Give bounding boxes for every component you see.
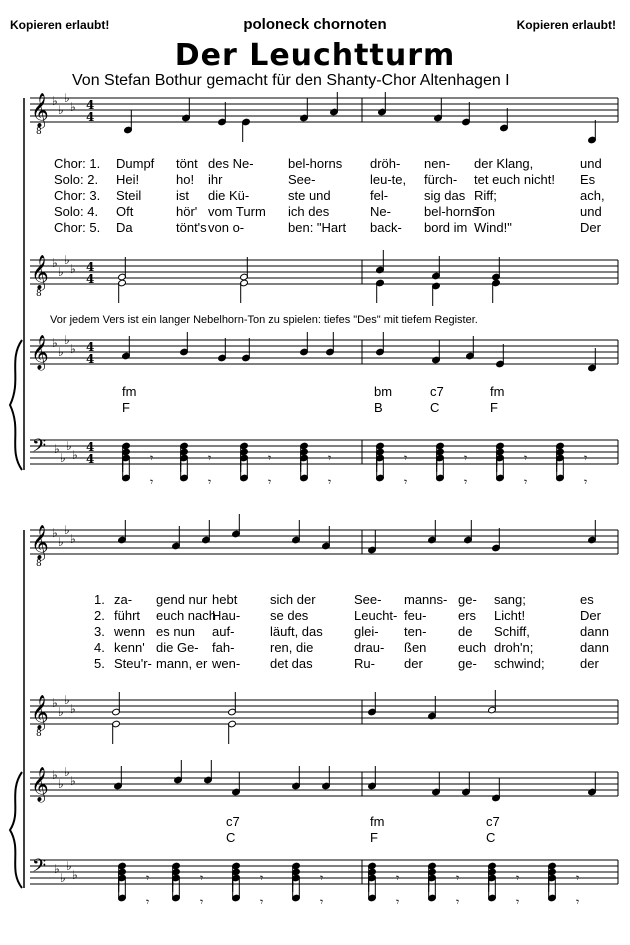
lyric-syllable: hebt bbox=[212, 592, 238, 607]
chord-root: C bbox=[226, 830, 236, 845]
eighth-rest-icon: 𝄾 bbox=[576, 871, 580, 885]
choir-staff-2-flat-icon: ♭ bbox=[64, 693, 70, 707]
verse-label: Solo: 4. bbox=[54, 204, 99, 219]
piano-treble-staff-1-flat-icon: ♭ bbox=[58, 345, 64, 359]
lyric-syllable: kenn' bbox=[114, 640, 145, 655]
verse-number: 5. bbox=[94, 656, 105, 671]
piano-bass-staff-2-flat-icon: ♭ bbox=[72, 868, 78, 882]
verse-number: 2. bbox=[94, 608, 105, 623]
lyric-syllable: Steil bbox=[116, 188, 142, 203]
choir-staff-2-flat-icon: ♭ bbox=[70, 702, 76, 716]
eighth-rest-icon: 𝄾 bbox=[396, 871, 400, 885]
lyric-syllable: sang; bbox=[494, 592, 526, 607]
lyric-syllable: Steu'r- bbox=[114, 656, 152, 671]
chord-name: c7 bbox=[486, 814, 500, 829]
lyric-syllable: leu-te, bbox=[370, 172, 407, 187]
lyric-syllable: ist bbox=[176, 188, 189, 203]
chord-name: c7 bbox=[430, 384, 444, 399]
lyric-syllable: ten- bbox=[404, 624, 427, 639]
verse-label: Chor: 1. bbox=[54, 156, 101, 171]
lyric-syllable: de bbox=[458, 624, 473, 639]
lyric-syllable: See- bbox=[288, 172, 316, 187]
chord-root: C bbox=[486, 830, 496, 845]
lyric-syllable: Leucht- bbox=[354, 608, 398, 623]
eighth-rest-icon: 𝄾 bbox=[516, 895, 520, 909]
eighth-rest-icon: 𝄾 bbox=[584, 451, 588, 465]
verse-label: Chor: 5. bbox=[54, 220, 101, 235]
chord-name: c7 bbox=[226, 814, 240, 829]
piano-treble-staff-1-time-sig-top: 4 bbox=[86, 340, 95, 354]
eighth-rest-icon: 𝄾 bbox=[524, 475, 528, 489]
lyric-syllable: Licht! bbox=[494, 608, 526, 623]
lyric-syllable: tet euch nicht! bbox=[474, 172, 555, 187]
eighth-rest-icon: 𝄾 bbox=[150, 475, 154, 489]
eighth-rest-icon: 𝄾 bbox=[200, 895, 204, 909]
choir-staff-1-treble-clef-icon: 𝄞 bbox=[31, 255, 49, 290]
lyric-syllable: se des bbox=[270, 608, 309, 623]
lyric-syllable: Schiff, bbox=[494, 624, 530, 639]
piano-bass-staff-1-flat-icon: ♭ bbox=[66, 439, 72, 453]
piano-bass-staff-1-time-sig-bottom: 4 bbox=[86, 452, 95, 466]
lyric-syllable: ßen bbox=[404, 640, 427, 655]
lyric-syllable: Ru- bbox=[354, 656, 375, 671]
eighth-rest-icon: 𝄾 bbox=[268, 451, 272, 465]
choir-staff-1-time-sig-top: 4 bbox=[86, 260, 95, 274]
lyric-syllable: fel- bbox=[370, 188, 389, 203]
piano-bass-staff-1-flat-icon: ♭ bbox=[72, 448, 78, 462]
choir-staff-1-time-sig-bottom: 4 bbox=[86, 272, 95, 286]
piano-brace-1 bbox=[10, 340, 22, 470]
eighth-rest-icon: 𝄾 bbox=[396, 895, 400, 909]
eighth-rest-icon: 𝄾 bbox=[404, 451, 408, 465]
choir-staff-2-flat-icon: ♭ bbox=[52, 696, 58, 710]
eighth-rest-icon: 𝄾 bbox=[464, 475, 468, 489]
chord-name: fm bbox=[122, 384, 137, 399]
verse-number: 4. bbox=[94, 640, 105, 655]
chord-name: bm bbox=[374, 384, 393, 399]
lyric-syllable: führt bbox=[114, 608, 141, 623]
voice-staff-2-flat-icon: ♭ bbox=[58, 535, 64, 549]
eighth-rest-icon: 𝄾 bbox=[524, 451, 528, 465]
lyric-syllable: ben: "Hart bbox=[288, 220, 347, 235]
lyric-syllable: von o- bbox=[208, 220, 245, 235]
voice-staff-1-flat-icon: ♭ bbox=[58, 103, 64, 117]
voice-staff-2-octave-mark: 8 bbox=[36, 559, 42, 569]
lyric-syllable: See- bbox=[354, 592, 382, 607]
piano-bass-staff-2-flat-icon: ♭ bbox=[54, 862, 60, 876]
lyric-syllable: sig das bbox=[424, 188, 466, 203]
chord-root: F bbox=[370, 830, 378, 845]
chord-name: fm bbox=[370, 814, 385, 829]
eighth-rest-icon: 𝄾 bbox=[208, 475, 212, 489]
lyric-syllable: die Ge- bbox=[156, 640, 199, 655]
lyric-syllable: ren, die bbox=[270, 640, 314, 655]
lyric-syllable: manns- bbox=[404, 592, 448, 607]
piano-treble-staff-2-flat-icon: ♭ bbox=[64, 765, 70, 779]
lyric-syllable: hör' bbox=[176, 204, 198, 219]
voice-staff-1-time-sig-top: 4 bbox=[86, 98, 95, 112]
lyric-syllable: ich des bbox=[288, 204, 330, 219]
lyric-syllable: feu- bbox=[404, 608, 427, 623]
eighth-rest-icon: 𝄾 bbox=[328, 475, 332, 489]
lyric-syllable: Der bbox=[580, 220, 601, 235]
piano-brace-2 bbox=[10, 772, 22, 888]
chord-root: C bbox=[430, 400, 440, 415]
lyric-syllable: tönt bbox=[176, 156, 198, 171]
lyric-syllable: Dumpf bbox=[116, 156, 155, 171]
copy-notice-right: Kopieren erlaubt! bbox=[516, 18, 616, 32]
choir-staff-2-octave-mark: 8 bbox=[36, 729, 42, 739]
lyric-syllable: Der bbox=[580, 608, 601, 623]
voice-staff-1-time-sig-bottom: 4 bbox=[86, 110, 95, 124]
verse-number: 3. bbox=[94, 624, 105, 639]
choir-staff-1-flat-icon: ♭ bbox=[70, 262, 76, 276]
eighth-rest-icon: 𝄾 bbox=[208, 451, 212, 465]
lyric-syllable: ge- bbox=[458, 592, 477, 607]
voice-staff-1-octave-mark: 8 bbox=[36, 127, 42, 137]
choir-staff-1-flat-icon: ♭ bbox=[64, 253, 70, 267]
piano-bass-staff-1-time-sig-top: 4 bbox=[86, 440, 95, 454]
piano-bass-staff-1-bass-clef-icon: 𝄢 bbox=[32, 436, 47, 461]
piano-bass-staff-2-flat-icon: ♭ bbox=[60, 871, 66, 885]
eighth-rest-icon: 𝄾 bbox=[200, 871, 204, 885]
eighth-rest-icon: 𝄾 bbox=[584, 475, 588, 489]
eighth-rest-icon: 𝄾 bbox=[320, 871, 324, 885]
piano-treble-staff-2-flat-icon: ♭ bbox=[58, 777, 64, 791]
lyric-syllable: Ne- bbox=[370, 204, 391, 219]
lyric-syllable: Es bbox=[580, 172, 596, 187]
lyric-syllable: droh'n; bbox=[494, 640, 534, 655]
lyric-syllable: Wind!" bbox=[474, 220, 512, 235]
lyric-syllable: ihr bbox=[208, 172, 223, 187]
verse-label: Chor: 3. bbox=[54, 188, 101, 203]
lyric-syllable: bord im bbox=[424, 220, 468, 235]
voice-staff-2-flat-icon: ♭ bbox=[70, 532, 76, 546]
piano-treble-staff-2-flat-icon: ♭ bbox=[70, 774, 76, 788]
lyric-syllable: dröh- bbox=[370, 156, 401, 171]
lyric-syllable: euch bbox=[458, 640, 487, 655]
eighth-rest-icon: 𝄾 bbox=[576, 895, 580, 909]
piano-bass-staff-2-bass-clef-icon: 𝄢 bbox=[32, 856, 47, 881]
piano-treble-staff-1-flat-icon: ♭ bbox=[64, 333, 70, 347]
lyric-syllable: wenn bbox=[114, 624, 146, 639]
piano-treble-staff-2-treble-clef-icon: 𝄞 bbox=[31, 767, 49, 802]
lyric-syllable: Ton bbox=[474, 204, 495, 219]
lyric-syllable: schwind; bbox=[494, 656, 545, 671]
lyric-syllable: bel-horns bbox=[424, 204, 479, 219]
lyric-syllable: die Kü- bbox=[208, 188, 250, 203]
eighth-rest-icon: 𝄾 bbox=[146, 895, 150, 909]
lyric-syllable: tönt's bbox=[176, 220, 207, 235]
piano-treble-staff-1-flat-icon: ♭ bbox=[52, 336, 58, 350]
lyric-syllable: läuft, das bbox=[270, 624, 323, 639]
piano-bass-staff-1-flat-icon: ♭ bbox=[54, 442, 60, 456]
lyric-syllable: der Klang, bbox=[474, 156, 534, 171]
voice-staff-1-flat-icon: ♭ bbox=[52, 94, 58, 108]
performance-instruction: Vor jedem Vers ist ein langer Nebelhorn-Ton zu spielen: tiefes "Des" mit tiefem Register. bbox=[50, 314, 478, 326]
eighth-rest-icon: 𝄾 bbox=[516, 871, 520, 885]
lyric-syllable: gend nur bbox=[156, 592, 208, 607]
choir-staff-1-octave-mark: 8 bbox=[36, 289, 42, 299]
lyric-syllable: ers bbox=[458, 608, 477, 623]
lyric-syllable: za- bbox=[114, 592, 133, 607]
lyric-syllable: nen- bbox=[424, 156, 451, 171]
eighth-rest-icon: 𝄾 bbox=[268, 475, 272, 489]
eighth-rest-icon: 𝄾 bbox=[150, 451, 154, 465]
lyric-syllable: dann bbox=[580, 624, 609, 639]
publisher-name: poloneck chornoten bbox=[243, 16, 387, 33]
eighth-rest-icon: 𝄾 bbox=[456, 871, 460, 885]
lyric-syllable: auf- bbox=[212, 624, 235, 639]
copy-notice-left: Kopieren erlaubt! bbox=[10, 18, 110, 32]
lyric-syllable: sich der bbox=[270, 592, 316, 607]
piano-bass-staff-1-flat-icon: ♭ bbox=[60, 451, 66, 465]
lyric-syllable: und bbox=[580, 204, 602, 219]
lyric-syllable: glei- bbox=[354, 624, 379, 639]
lyric-syllable: det das bbox=[270, 656, 313, 671]
chord-name: fm bbox=[490, 384, 505, 399]
choir-staff-2-treble-clef-icon: 𝄞 bbox=[31, 695, 49, 730]
lyric-syllable: bel-horns bbox=[288, 156, 343, 171]
lyric-syllable: mann, er bbox=[156, 656, 208, 671]
lyric-syllable: der bbox=[580, 656, 599, 671]
song-credits: Von Stefan Bothur gemacht für den Shanty-Chor Altenhagen I bbox=[72, 72, 510, 89]
lyric-syllable: und bbox=[580, 156, 602, 171]
lyric-syllable: drau- bbox=[354, 640, 385, 655]
lyric-syllable: Hei! bbox=[116, 172, 140, 187]
verse-number: 1. bbox=[94, 592, 105, 607]
lyric-syllable: Da bbox=[116, 220, 133, 235]
piano-treble-staff-1-flat-icon: ♭ bbox=[70, 342, 76, 356]
lyric-syllable: dann bbox=[580, 640, 609, 655]
choir-staff-2-flat-icon: ♭ bbox=[58, 705, 64, 719]
choir-staff-1-flat-icon: ♭ bbox=[52, 256, 58, 270]
lyric-syllable: Riff; bbox=[474, 188, 497, 203]
lyric-syllable: vom Turm bbox=[208, 204, 266, 219]
chord-root: F bbox=[122, 400, 130, 415]
voice-staff-1-treble-clef-icon: 𝄞 bbox=[31, 93, 49, 128]
eighth-rest-icon: 𝄾 bbox=[464, 451, 468, 465]
lyric-syllable: ste und bbox=[288, 188, 331, 203]
verse-label: Solo: 2. bbox=[54, 172, 99, 187]
eighth-rest-icon: 𝄾 bbox=[260, 895, 264, 909]
lyric-syllable: fah- bbox=[212, 640, 235, 655]
choir-staff-1-flat-icon: ♭ bbox=[58, 265, 64, 279]
lyric-syllable: ge- bbox=[458, 656, 477, 671]
lyric-syllable: ho! bbox=[176, 172, 195, 187]
lyric-syllable: euch nach bbox=[156, 608, 216, 623]
voice-staff-2-flat-icon: ♭ bbox=[64, 523, 70, 537]
piano-treble-staff-1-time-sig-bottom: 4 bbox=[86, 352, 95, 366]
eighth-rest-icon: 𝄾 bbox=[320, 895, 324, 909]
lyric-syllable: der bbox=[404, 656, 423, 671]
eighth-rest-icon: 𝄾 bbox=[260, 871, 264, 885]
chord-root: F bbox=[490, 400, 498, 415]
voice-staff-2-flat-icon: ♭ bbox=[52, 526, 58, 540]
eighth-rest-icon: 𝄾 bbox=[404, 475, 408, 489]
piano-treble-staff-2-flat-icon: ♭ bbox=[52, 768, 58, 782]
piano-bass-staff-2-flat-icon: ♭ bbox=[66, 859, 72, 873]
voice-staff-1-flat-icon: ♭ bbox=[70, 100, 76, 114]
eighth-rest-icon: 𝄾 bbox=[328, 451, 332, 465]
lyric-syllable: wen- bbox=[212, 656, 241, 671]
song-title: Der Leuchtturm bbox=[174, 38, 456, 73]
lyric-syllable: es bbox=[580, 592, 594, 607]
lyric-syllable: des Ne- bbox=[208, 156, 254, 171]
lyric-syllable: fürch- bbox=[424, 172, 458, 187]
voice-staff-2-treble-clef-icon: 𝄞 bbox=[31, 525, 49, 560]
chord-root: B bbox=[374, 400, 383, 415]
piano-treble-staff-1-treble-clef-icon: 𝄞 bbox=[31, 335, 49, 370]
lyric-syllable: Oft bbox=[116, 204, 134, 219]
eighth-rest-icon: 𝄾 bbox=[146, 871, 150, 885]
voice-staff-1-flat-icon: ♭ bbox=[64, 91, 70, 105]
lyric-syllable: ach, bbox=[580, 188, 605, 203]
eighth-rest-icon: 𝄾 bbox=[456, 895, 460, 909]
lyric-syllable: Hau- bbox=[212, 608, 241, 623]
lyric-syllable: back- bbox=[370, 220, 402, 235]
lyric-syllable: es nun bbox=[156, 624, 196, 639]
